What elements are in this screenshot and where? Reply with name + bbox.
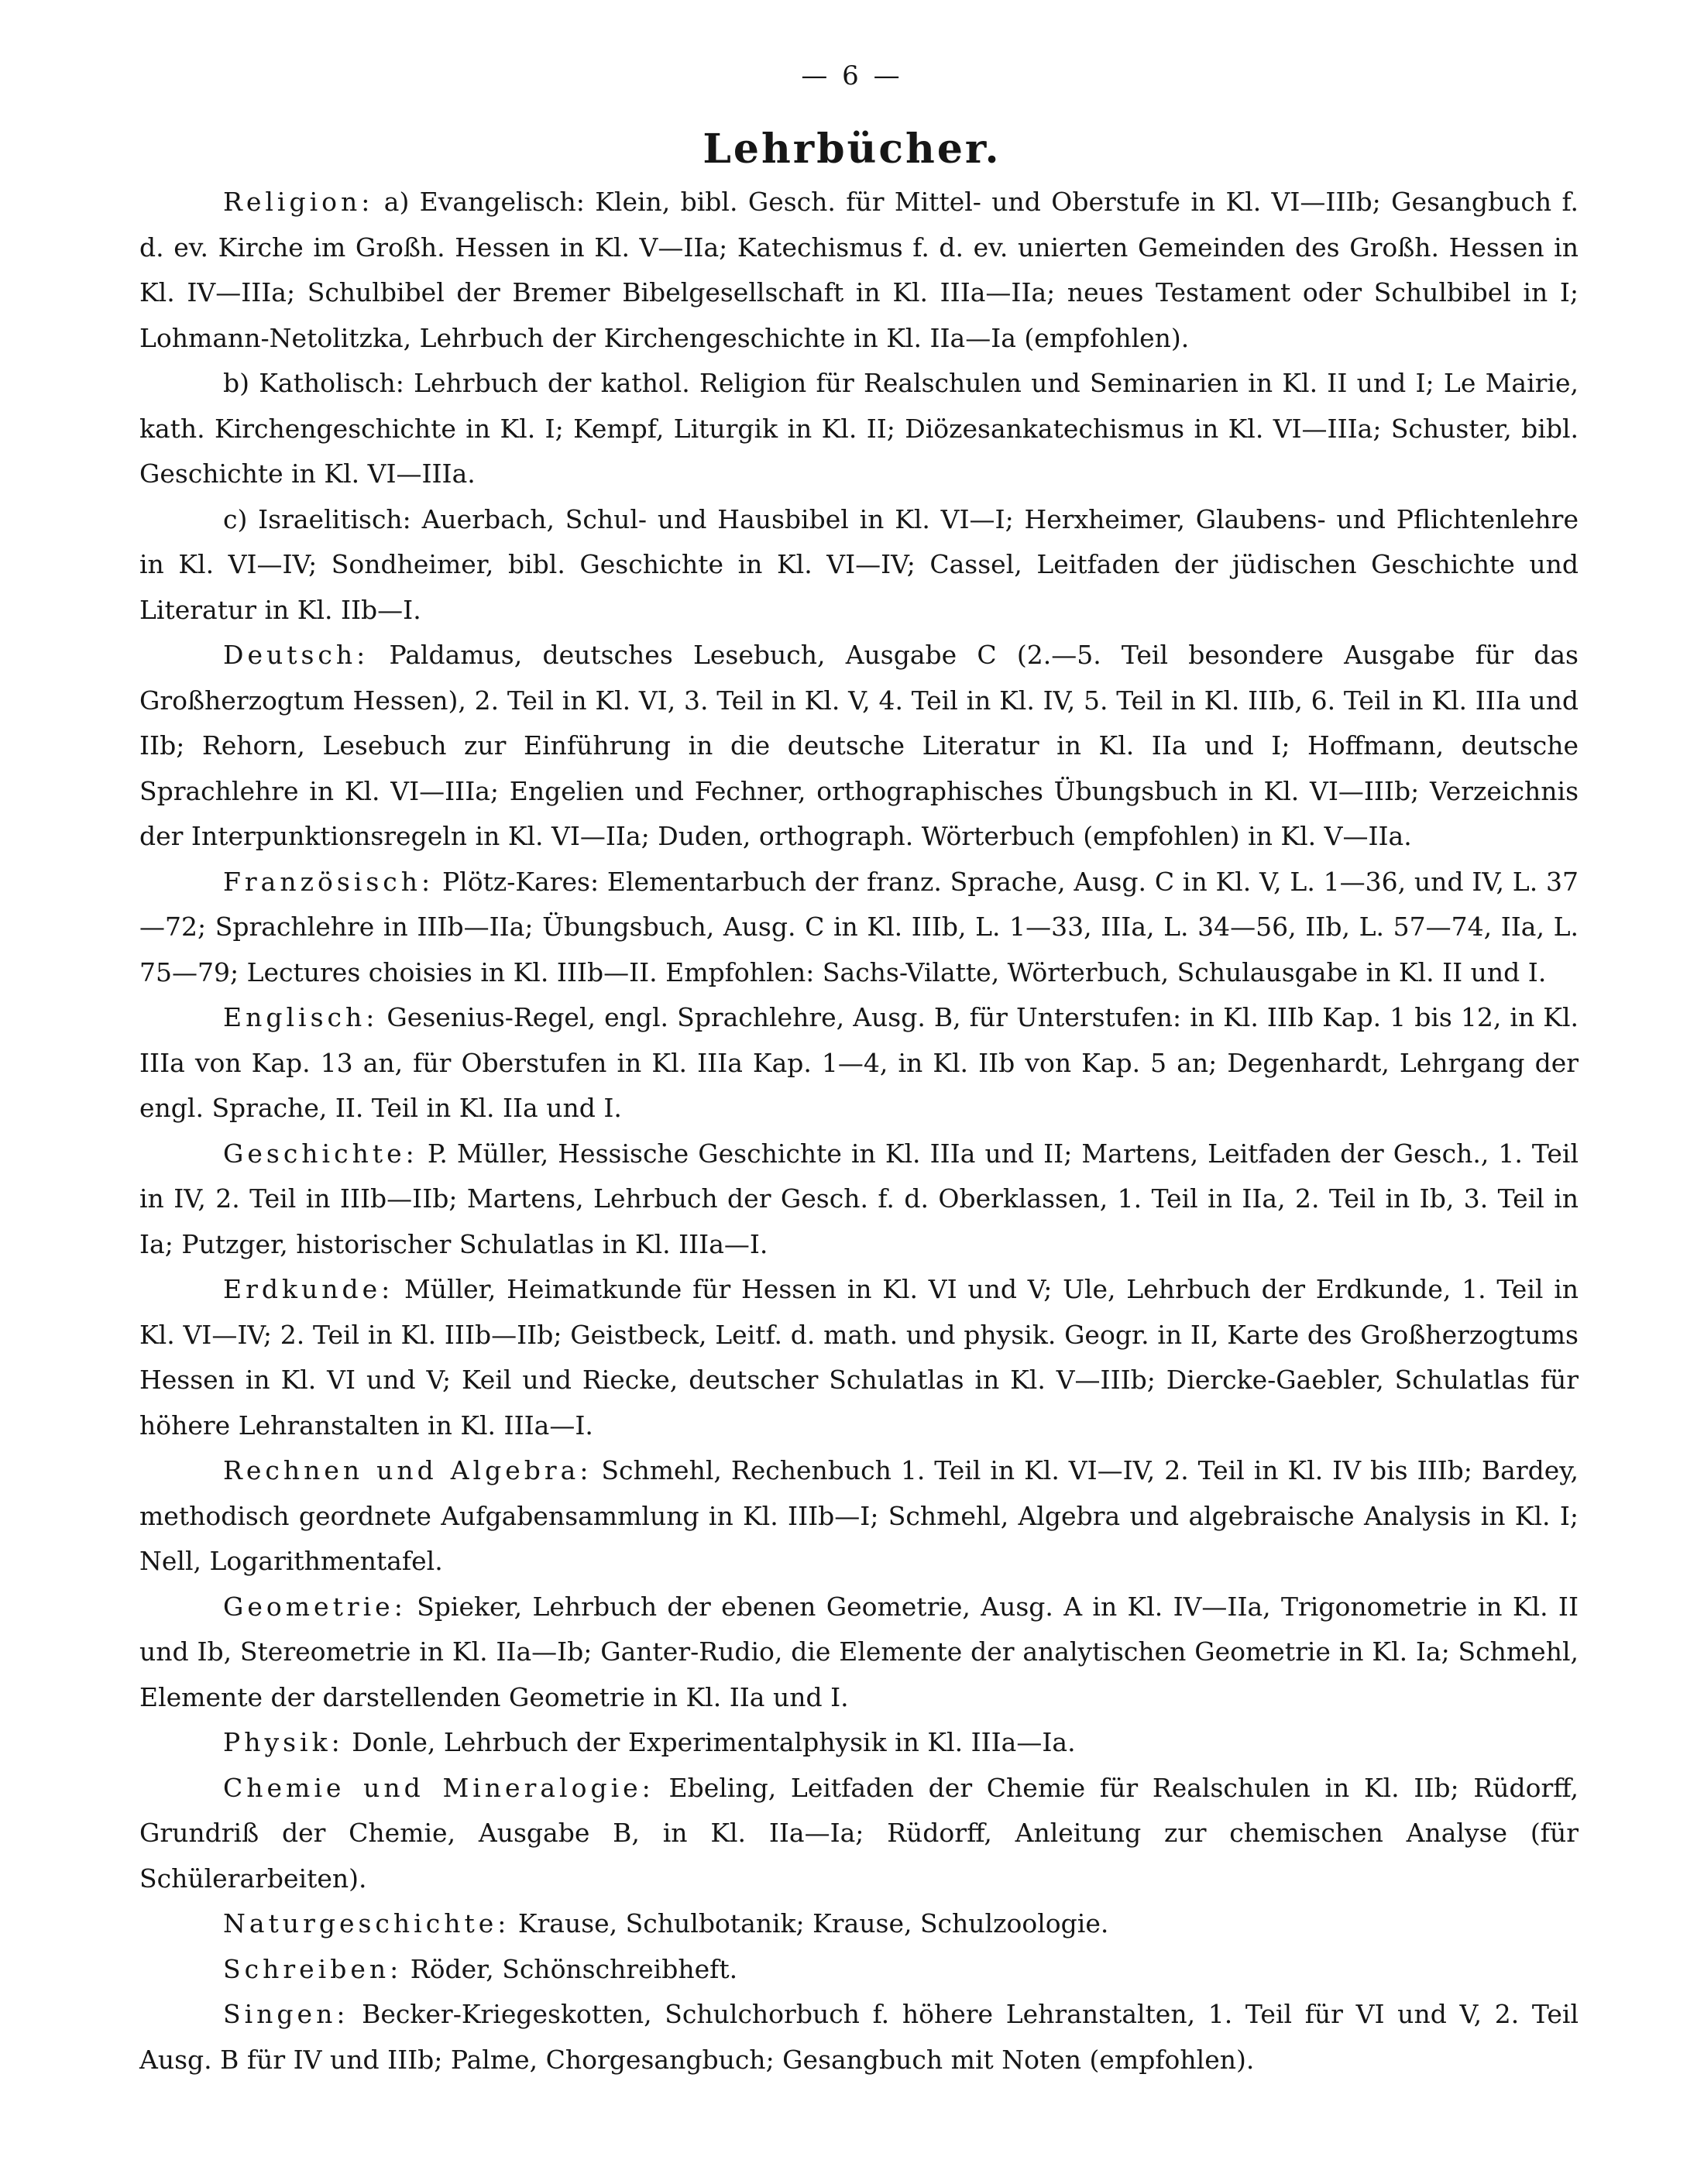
paragraph-schreiben xyxy=(139,1947,1579,1993)
subject-label: Deutsch: xyxy=(223,640,369,670)
subject-label: Chemie und Mineralogie: xyxy=(223,1772,654,1803)
textbook-list xyxy=(139,180,1579,2083)
paragraph-religion-katholisch xyxy=(139,361,1579,497)
paragraph-text: Krause, Schulbotanik; Krause, Schulzoologie. xyxy=(510,1908,1109,1938)
paragraph-text: P. Müller, Hessische Geschichte in Kl. IIIa und II; Martens, Leitfaden der Gesch., 1. Teil in IV, 2. Teil in IIIb—IIb; Martens, Lehrbuch der Gesch. f. d. Oberklassen, 1. Teil in IIa, 2. Teil in Ib, 3. Teil in Ia; Putzger, historischer Schulatlas in Kl. IIIa—I. xyxy=(139,1138,1579,1259)
paragraph-text: Ebeling, Leitfaden der Chemie für Realschulen in Kl. IIb; Rüdorff, Grundriß der Chemie, Ausgabe B, in Kl. IIa—Ia; Rüdorff, Anleitung zur chemischen Analyse (für Schülerarbeiten). xyxy=(139,1772,1579,1894)
subject-label: Naturgeschichte: xyxy=(223,1908,510,1938)
subject-label: Religion: xyxy=(223,187,374,217)
paragraph-text: Donle, Lehrbuch der Experimentalphysik in Kl. IIIa—Ia. xyxy=(343,1727,1076,1757)
paragraph-singen xyxy=(139,1992,1579,2083)
subject-label: Geschichte: xyxy=(223,1138,418,1169)
paragraph-chemie-mineralogie xyxy=(139,1766,1579,1902)
paragraph-text: Plötz-Kares: Elementarbuch der franz. Sprache, Ausg. C in Kl. V, L. 1—36, und IV, L. 37—72; Sprachlehre in IIIb—IIa; Übungsbuch, Ausg. C in Kl. IIIb, L. 1—33, IIIa, L. 34—56, IIb, L. 57—74, IIa, L. 75—79; Lectures choisies in Kl. IIIb—II. Empfohlen: Sachs-Vilatte, Wörterbuch, Schulausgabe in Kl. II und I. xyxy=(139,866,1579,987)
paragraph-naturgeschichte xyxy=(139,1901,1579,1947)
paragraph-text: Schmehl, Rechenbuch 1. Teil in Kl. VI—IV, 2. Teil in Kl. IV bis IIIb; Bardey, methodisch geordnete Aufgabensammlung in Kl. IIIb—I; Schmehl, Algebra und algebraische Analysis in Kl. I; Nell, Logarithmentafel. xyxy=(139,1455,1579,1576)
paragraph-rechnen-algebra xyxy=(139,1448,1579,1585)
subject-label: Rechnen und Algebra: xyxy=(223,1455,593,1485)
paragraph-physik xyxy=(139,1720,1579,1766)
paragraph-religion-israelitisch xyxy=(139,497,1579,634)
paragraph-text: a) Evangelisch: Klein, bibl. Gesch. für Mittel- und Oberstufe in Kl. VI—IIIb; Gesangbuch f. d. ev. Kirche im Großh. Hessen in Kl. V—IIa; Katechismus f. d. ev. unierten Gemeinden des Großh. Hessen in Kl. IV—IIIa; Schulbibel der Bremer Bibelgesellschaft in Kl. IIIa—IIa; neues Testament oder Schulbibel in I; Lohmann-Netolitzka, Lehrbuch der Kirchengeschichte in Kl. IIa—Ia (empfohlen). xyxy=(139,187,1579,353)
subject-label: Schreiben: xyxy=(223,1953,403,1984)
subject-label: Physik: xyxy=(223,1727,344,1757)
subject-label: Französisch: xyxy=(223,866,435,897)
paragraph-text: b) Katholisch: Lehrbuch der kathol. Religion für Realschulen und Seminarien in Kl. II und I; Le Mairie, kath. Kirchengeschichte in Kl. I; Kempf, Liturgik in Kl. II; Diözesankatechismus in Kl. VI—IIIa; Schuster, bibl. Geschichte in Kl. VI—IIIa. xyxy=(139,368,1579,489)
page-number: — 6 — xyxy=(801,60,903,91)
paragraph-englisch xyxy=(139,995,1579,1131)
subject-label: Singen: xyxy=(223,1999,349,2029)
paragraph-franzoesisch xyxy=(139,860,1579,996)
paragraph-text: Spieker, Lehrbuch der ebenen Geometrie, Ausg. A in Kl. IV—IIa, Trigonometrie in Kl. II und Ib, Stereometrie in Kl. IIa—Ib; Ganter-Rudio, die Elemente der analytischen Geometrie in Kl. Ia; Schmehl, Elemente der darstellenden Geometrie in Kl. IIa und I. xyxy=(139,1591,1579,1712)
subject-label: Geometrie: xyxy=(223,1591,407,1622)
paragraph-text: Paldamus, deutsches Lesebuch, Ausgabe C (2.—5. Teil besondere Ausgabe für das Großherzogtum Hessen), 2. Teil in Kl. VI, 3. Teil in Kl. V, 4. Teil in Kl. IV, 5. Teil in Kl. IIIb, 6. Teil in Kl. IIIa und IIb; Rehorn, Lesebuch zur Einführung in die deutsche Literatur in Kl. IIa und I; Hoffmann, deutsche Sprachlehre in Kl. VI—IIIa; Engelien und Fechner, orthographisches Übungsbuch in Kl. VI—IIIb; Verzeichnis der Interpunktionsregeln in Kl. VI—IIa; Duden, orthograph. Wörterbuch (empfohlen) in Kl. V—IIa. xyxy=(139,640,1579,851)
paragraph-text: c) Israelitisch: Auerbach, Schul- und Hausbibel in Kl. VI—I; Herxheimer, Glaubens- und Pflichtenlehre in Kl. VI—IV; Sondheimer, bibl. Geschichte in Kl. VI—IV; Cassel, Leitfaden der jüdischen Geschichte und Literatur in Kl. IIb—I. xyxy=(139,503,1579,625)
paragraph-text: Müller, Heimatkunde für Hessen in Kl. VI und V; Ule, Lehrbuch der Erdkunde, 1. Teil in Kl. VI—IV; 2. Teil in Kl. IIIb—IIb; Geistbeck, Leitf. d. math. und physik. Geogr. in II, Karte des Großherzogtums Hessen in Kl. VI und V; Keil und Riecke, deutscher Schulatlas in Kl. V—IIIb; Diercke-Gaebler, Schulatlas für höhere Lehranstalten in Kl. IIIa—I. xyxy=(139,1274,1579,1441)
subject-label: Erdkunde: xyxy=(223,1274,394,1304)
paragraph-geometrie xyxy=(139,1585,1579,1721)
paragraph-religion-evangelisch xyxy=(139,180,1579,361)
paragraph-erdkunde xyxy=(139,1267,1579,1448)
paragraph-deutsch xyxy=(139,633,1579,860)
page-title: Lehrbücher. xyxy=(703,125,1001,173)
paragraph-text: Becker-Kriegeskotten, Schulchorbuch f. höhere Lehranstalten, 1. Teil für VI und V, 2. Teil Ausg. B für IV und IIIb; Palme, Chorgesangbuch; Gesangbuch mit Noten (empfohlen). xyxy=(139,1999,1579,2075)
paragraph-geschichte xyxy=(139,1131,1579,1268)
paragraph-text: Röder, Schönschreibheft. xyxy=(402,1953,738,1984)
subject-label: Englisch: xyxy=(223,1002,379,1032)
paragraph-text: Gesenius-Regel, engl. Sprachlehre, Ausg. B, für Unterstufen: in Kl. IIIb Kap. 1 bis 12, in Kl. IIIa von Kap. 13 an, für Oberstufen in Kl. IIIa Kap. 1—4, in Kl. IIb von Kap. 5 an; Degenhardt, Lehrgang der engl. Sprache, II. Teil in Kl. IIa und I. xyxy=(139,1002,1579,1123)
